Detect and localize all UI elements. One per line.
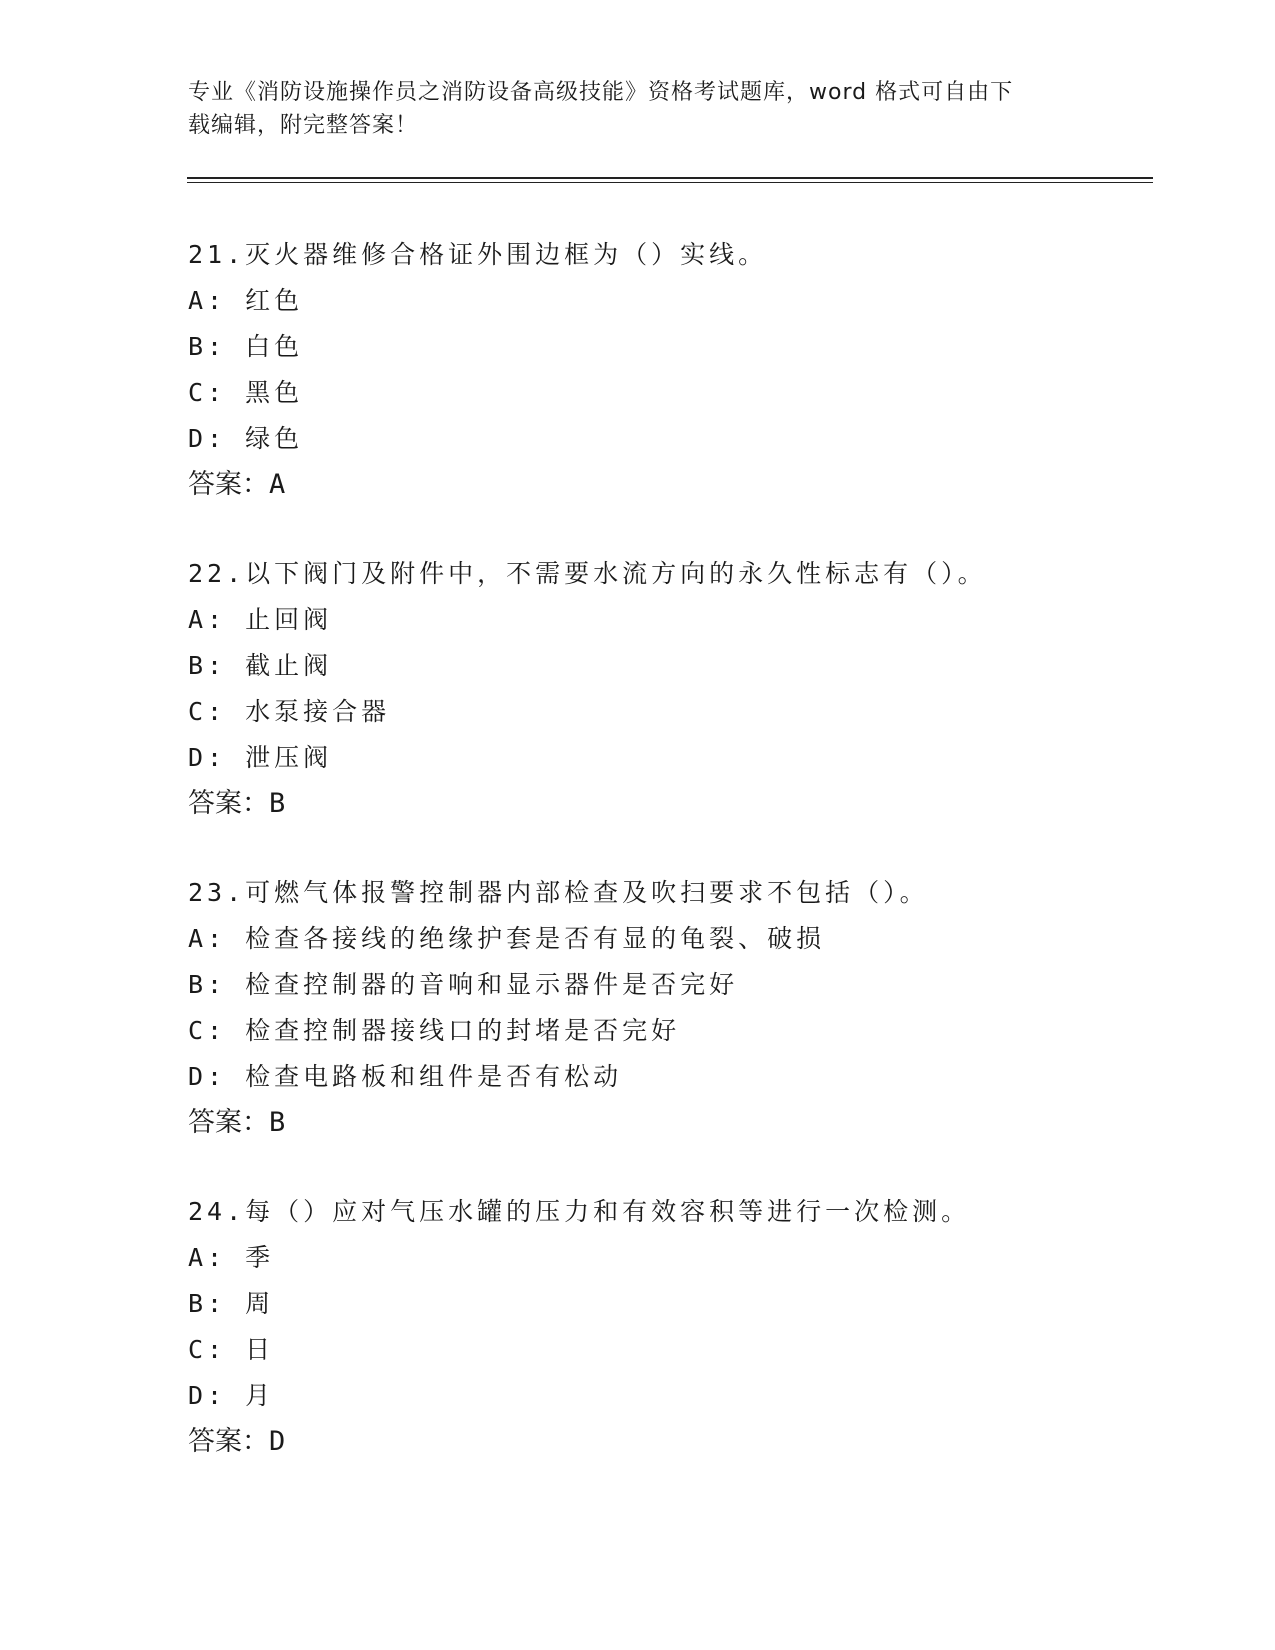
answer-line: [188, 1419, 1188, 1465]
answer-value: B: [269, 788, 286, 819]
header-divider-thin: [187, 182, 1153, 183]
answer-label: 答案：: [188, 469, 269, 500]
question-24: [188, 1189, 1188, 1465]
answer-value: A: [269, 469, 286, 500]
option-b: B: 检查控制器的音响和显示器件是否完好: [188, 970, 739, 999]
question-22: [188, 551, 1188, 827]
option-c: C: 日: [188, 1335, 275, 1364]
option-a: A: 季: [188, 1243, 275, 1272]
answer-value: B: [269, 1107, 286, 1138]
option-b: B: 截止阀: [188, 651, 333, 680]
header-line-2: 载编辑，附完整答案！: [188, 113, 419, 138]
option-d: D: 绿色: [188, 424, 304, 453]
option-a: A: 检查各接线的绝缘护套是否有显的龟裂、破损: [188, 924, 826, 953]
answer-label: 答案：: [188, 1426, 269, 1457]
option-b: B: 周: [188, 1289, 275, 1318]
answer-line: [188, 1100, 1188, 1146]
question-23: [188, 870, 1188, 1146]
answer-line: [188, 462, 1188, 508]
header-divider-thick: [187, 177, 1153, 179]
option-c: C: 检查控制器接线口的封堵是否完好: [188, 1016, 681, 1045]
option-c: C: 黑色: [188, 378, 304, 407]
option-d: D: 月: [188, 1381, 275, 1410]
option-b: B: 白色: [188, 332, 304, 361]
option-a: A: 止回阀: [188, 605, 333, 634]
option-d: D: 检查电路板和组件是否有松动: [188, 1062, 623, 1091]
question-title: 22.以下阀门及附件中，不需要水流方向的永久性标志有（）。: [188, 559, 987, 588]
question-title: 23.可燃气体报警控制器内部检查及吹扫要求不包括（）。: [188, 878, 929, 907]
answer-label: 答案：: [188, 788, 269, 819]
header-line-1: 专业《消防设施操作员之消防设备高级技能》资格考试题库，word 格式可自由下: [188, 80, 1014, 105]
option-d: D: 泄压阀: [188, 743, 333, 772]
option-c: C: 水泵接合器: [188, 697, 391, 726]
answer-line: [188, 781, 1188, 827]
option-a: A: 红色: [188, 286, 304, 315]
question-title: 21.灭火器维修合格证外围边框为（）实线。: [188, 240, 768, 269]
answer-label: 答案：: [188, 1107, 269, 1138]
document-header: [188, 76, 1068, 142]
answer-value: D: [269, 1426, 286, 1457]
question-21: [188, 232, 1188, 508]
question-title: 24.每（）应对气压水罐的压力和有效容积等进行一次检测。: [188, 1197, 971, 1226]
